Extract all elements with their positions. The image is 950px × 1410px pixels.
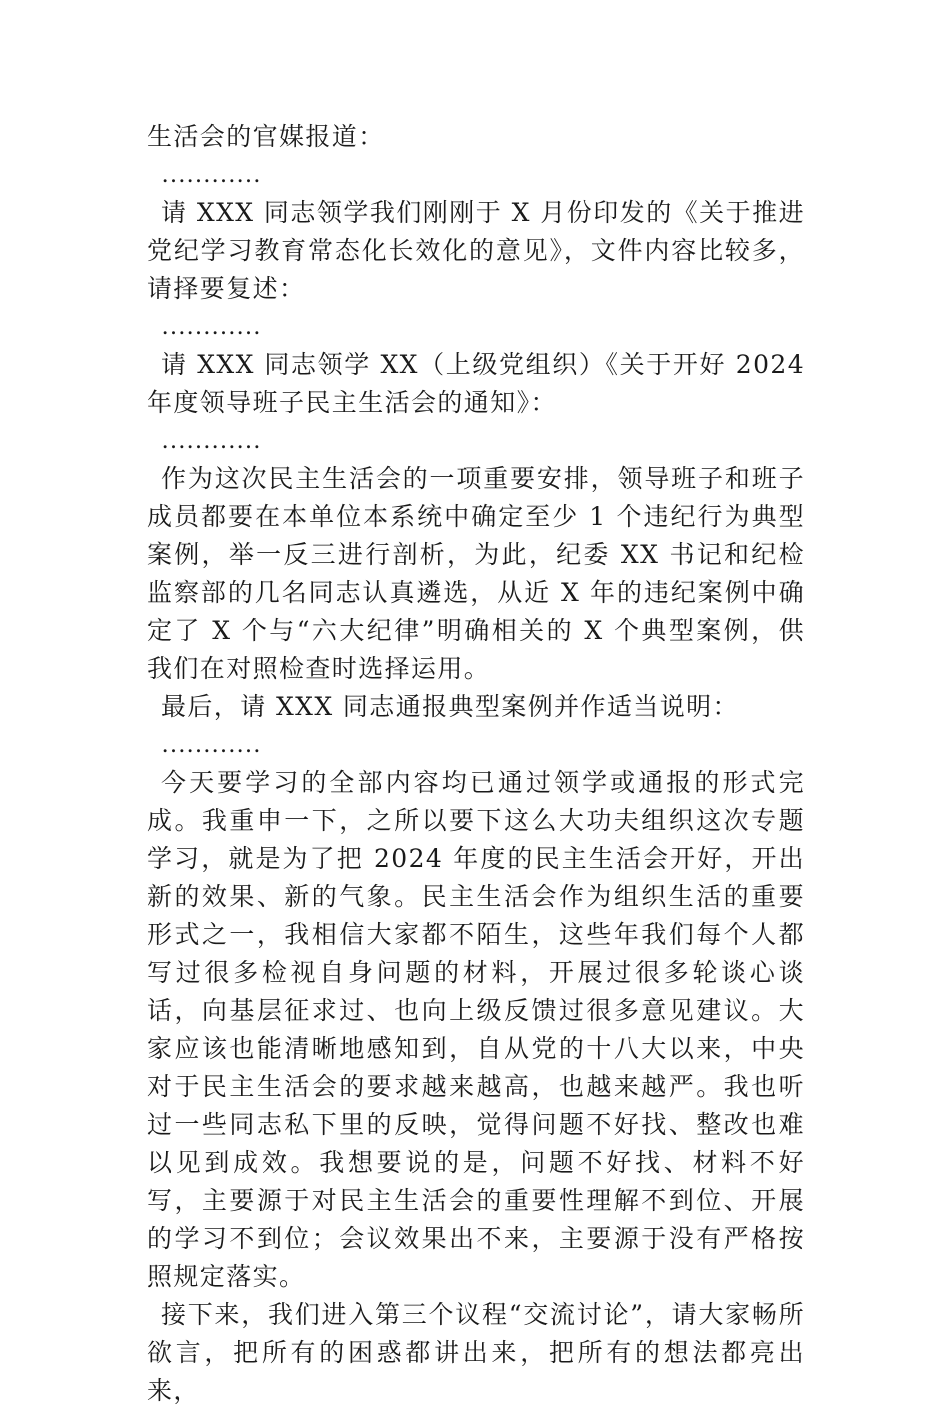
- paragraph: 今天要学习的全部内容均已通过领学或通报的形式完成。我重申一下，之所以要下这么大功夫组织这次专题学习，就是为了把 2024 年度的民主生活会开好，开出新的效果、新的气象。民主生活会作为组织生活的重要形式之一，我相信大家都不陌生，这些年我们每个人都写过很多检视自身问题的材料，开展过很多轮谈心谈话，向基层征求过、也向上级反馈过很多意见建议。大家应该也能清晰地感知到，自从党的十八大以来，中央对于民主生活会的要求越来越高，也越来越严。我也听过一些同志私下里的反映，觉得问题不好找、整改也难以见到成效。我想要说的是，问题不好找、材料不好写，主要源于对民主生活会的重要性理解不到位、开展的学习不到位；会议效果出不来，主要源于没有严格按照规定落实。: [147, 768, 805, 1291]
- paragraph-continuation: 生活会的官媒报道：: [147, 122, 385, 151]
- paragraph: 接下来，我们进入第三个议程“交流讨论”，请大家畅所欲言，把所有的困惑都讲出来，把所有的想法都亮出来，: [147, 1300, 805, 1405]
- document-body: [147, 118, 805, 1410]
- paragraph: 请 XXX 同志领学 XX（上级党组织）《关于开好 2024 年度领导班子民主生活会的通知》：: [147, 350, 805, 417]
- ellipsis-line: …………: [161, 161, 261, 188]
- paragraph: 请 XXX 同志领学我们刚刚于 X 月份印发的《关于推进党纪学习教育常态化长效化的意见》，文件内容比较多，请择要复述：: [147, 198, 805, 303]
- ellipsis-line: …………: [161, 731, 261, 758]
- ellipsis-line: …………: [161, 427, 261, 454]
- ellipsis-line: …………: [161, 313, 261, 340]
- paragraph: 作为这次民主生活会的一项重要安排，领导班子和班子成员都要在本单位本系统中确定至少 1 个违纪行为典型案例，举一反三进行剖析，为此，纪委 XX 书记和纪检监察部的几名同志认真遴选，从近 X 年的违纪案例中确定了 X 个与“六大纪律”明确相关的 X 个典型案例，供我们在对照检查时选择运用。: [147, 464, 805, 683]
- paragraph: 最后，请 XXX 同志通报典型案例并作适当说明：: [161, 692, 739, 721]
